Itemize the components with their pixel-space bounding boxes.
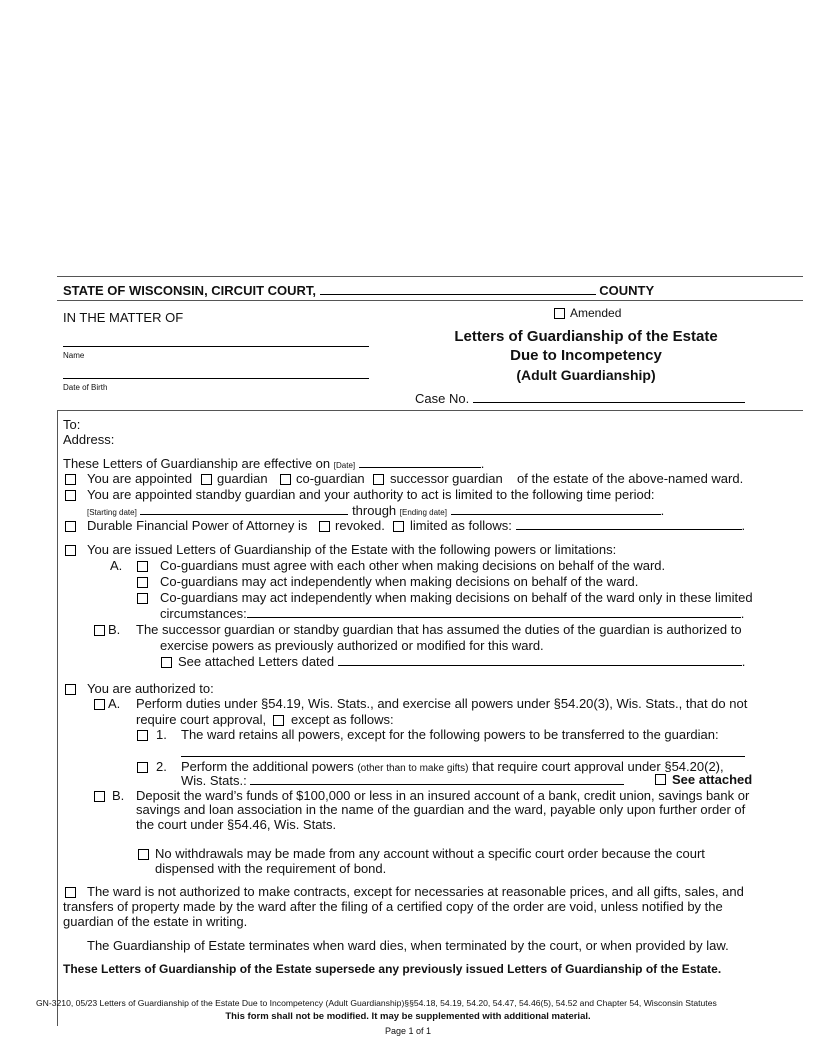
except-checkbox[interactable] — [273, 715, 284, 726]
court-prefix: STATE OF WISCONSIN, CIRCUIT COURT, — [63, 283, 317, 298]
appointed-text: You are appointed — [87, 471, 193, 486]
case-no-label: Case No. — [415, 391, 470, 406]
retained-powers-field[interactable] — [181, 756, 745, 757]
dob-label: Date of Birth — [63, 383, 108, 392]
coguardians-limited-checkbox[interactable] — [137, 593, 148, 604]
contracts-text-2: transfers of property made by the ward after the filing of a certified copy of the order are void, unless notified by the — [63, 899, 723, 914]
circumstances-label: circumstances: — [160, 606, 247, 621]
amended-label: Amended — [570, 306, 622, 320]
perform-duties-checkbox[interactable] — [94, 699, 105, 710]
matter-label: IN THE MATTER OF — [63, 310, 184, 325]
see-attached-letters-checkbox[interactable] — [161, 657, 172, 668]
coguardians-agree-text: Co-guardians must agree with each other when making decisions on behalf of the ward. — [160, 558, 666, 573]
starting-date-hint: [Starting date] — [87, 508, 137, 517]
effective-line: These Letters of Guardianship are effective on [Date] . — [63, 456, 485, 471]
top-rule — [57, 276, 803, 277]
address-label: Address: — [63, 432, 115, 447]
powers-checkbox[interactable] — [65, 545, 76, 556]
county-field[interactable] — [320, 294, 596, 295]
contracts-text-1: The ward is not authorized to make contracts, except for necessaries at reasonable prices, and all gifts, sales, and — [87, 884, 744, 899]
successor-guardian-checkbox[interactable] — [373, 474, 384, 485]
additional-powers-line — [181, 760, 724, 775]
ward-retains-checkbox[interactable] — [137, 730, 148, 741]
form-title-line3: (Adult Guardianship) — [516, 367, 656, 383]
deposit-funds-text-2: savings and loan association in the name of the guardian and the ward, payable only upon further order of — [136, 802, 746, 817]
circumstances-field[interactable] — [247, 617, 741, 618]
authorized-a-label: A. — [108, 696, 121, 711]
standby-text: You are appointed standby guardian and your authority to act is limited to the following time period: — [87, 487, 655, 502]
header-rule — [57, 300, 803, 301]
additional-powers-checkbox[interactable] — [137, 762, 148, 773]
circumstances-line: circumstances: . — [160, 606, 745, 621]
through-label: through — [352, 503, 397, 518]
effective-text: These Letters of Guardianship are effective on — [63, 456, 331, 471]
amended-checkbox[interactable] — [554, 308, 565, 319]
see-attached-checkbox[interactable] — [655, 774, 666, 785]
deposit-funds-checkbox[interactable] — [94, 791, 105, 802]
see-attached-label: See attached — [672, 772, 753, 787]
dob-field[interactable] — [63, 378, 369, 379]
guardian-checkbox[interactable] — [201, 474, 212, 485]
name-field[interactable] — [63, 346, 369, 347]
see-attached-letters-label: See attached Letters dated — [178, 654, 335, 669]
effective-date-field[interactable] — [359, 467, 481, 468]
appointed-checkbox[interactable] — [65, 474, 76, 485]
see-attached-letters-line: See attached Letters dated . — [178, 654, 746, 669]
except-label: except as follows: — [291, 712, 394, 727]
item2-number: 2. — [156, 759, 167, 774]
ending-date-hint: [Ending date] — [399, 508, 447, 517]
co-guardian-label: co-guardian — [296, 471, 365, 486]
form-id: GN-3210, 05/23 Letters of Guardianship of the Estate Due to Incompetency (Adult Guardianship)§§54.18, 54.19, 54.20, 54.47, 54.46(5), 54.52 and Chapter 54, Wisconsin Statutes — [36, 998, 717, 1008]
wis-stats-label: Wis. Stats.: — [181, 773, 247, 788]
powers-b-label: B. — [108, 622, 121, 637]
wis-stats-line — [181, 774, 624, 789]
ending-date-field[interactable] — [451, 514, 661, 515]
to-label: To: — [63, 417, 81, 432]
appointed-line — [87, 472, 192, 487]
successor-powers-text-2: exercise powers as previously authorized or modified for this ward. — [160, 638, 544, 653]
powers-intro: You are issued Letters of Guardianship of the Estate with the following powers or limitations: — [87, 542, 617, 557]
successor-powers-checkbox[interactable] — [94, 625, 105, 636]
caption-divider — [57, 410, 58, 1026]
name-label: Name — [63, 351, 85, 360]
authorized-checkbox[interactable] — [65, 684, 76, 695]
additional-powers-text: Perform the additional powers — [181, 759, 354, 774]
limited-field[interactable] — [516, 529, 742, 530]
deposit-funds-text-3: the court under §54.46, Wis. Stats. — [136, 817, 337, 832]
coguardians-agree-checkbox[interactable] — [137, 561, 148, 572]
dfpoa-checkbox[interactable] — [65, 521, 76, 532]
powers-a-label: A. — [110, 558, 123, 573]
additional-powers-text-b: that require court approval under §54.20(2), — [472, 759, 724, 774]
no-withdrawals-text-1: No withdrawals may be made from any account without a specific court order because the court — [155, 846, 705, 861]
successor-guardian-label: successor guardian — [390, 471, 503, 486]
limited-checkbox[interactable] — [393, 521, 404, 532]
caption-rule — [57, 410, 803, 411]
guardian-label: guardian — [217, 471, 268, 486]
standby-checkbox[interactable] — [65, 490, 76, 501]
item1-number: 1. — [156, 727, 167, 742]
no-withdrawals-checkbox[interactable] — [138, 849, 149, 860]
of-estate-text: of the estate of the above-named ward. — [517, 471, 744, 486]
ward-retains-text: The ward retains all powers, except for the following powers to be transferred to the guardian: — [181, 727, 719, 742]
deposit-funds-text-1: Deposit the ward’s funds of $100,000 or less in an insured account of a bank, credit union, savings bank or — [136, 788, 750, 803]
standby-period-line: [Starting date] through [Ending date] . — [87, 503, 665, 518]
co-guardian-checkbox[interactable] — [280, 474, 291, 485]
county-label: COUNTY — [599, 283, 655, 298]
court-approval-text: require court approval, — [136, 712, 267, 727]
case-no-field[interactable] — [473, 402, 745, 403]
starting-date-field[interactable] — [140, 514, 348, 515]
successor-powers-text: The successor guardian or standby guardian that has assumed the duties of the guardian is authorized to — [136, 622, 742, 637]
contracts-checkbox[interactable] — [65, 887, 76, 898]
termination-text: The Guardianship of Estate terminates when ward dies, when terminated by the court, or when provided by law. — [87, 938, 729, 953]
authorized-intro: You are authorized to: — [87, 681, 214, 696]
revoked-checkbox[interactable] — [319, 521, 330, 532]
page-number: Page 1 of 1 — [384, 1026, 432, 1036]
limited-line: limited as follows: . — [410, 518, 746, 533]
coguardians-independent-text: Co-guardians may act independently when making decisions on behalf of the ward. — [160, 574, 639, 589]
perform-duties-text: Perform duties under §54.19, Wis. Stats., and exercise all powers under §54.20(3), Wis. Stats., that do not — [136, 696, 748, 711]
limited-label: limited as follows: — [410, 518, 512, 533]
coguardians-limited-text: Co-guardians may act independently when making decisions on behalf of the ward only in these limited — [160, 590, 753, 605]
no-withdrawals-text-2: dispensed with the requirement of bond. — [155, 861, 387, 876]
case-number — [415, 392, 745, 407]
additional-powers-field[interactable] — [250, 784, 624, 785]
form-title-line1: Letters of Guardianship of the Estate — [454, 328, 718, 345]
contracts-text-3: guardian of the estate in writing. — [63, 914, 248, 929]
coguardians-independent-checkbox[interactable] — [137, 577, 148, 588]
form-title-line2: Due to Incompetency — [510, 347, 662, 364]
court-header — [63, 284, 654, 299]
no-modify-notice: This form shall not be modified. It may be supplemented with additional material. — [225, 1011, 591, 1022]
supersede-text: These Letters of Guardianship of the Estate supersede any previously issued Letters of Guardianship of the Estate. — [63, 962, 722, 976]
other-than-gifts: (other than to make gifts) — [357, 763, 469, 774]
authorized-b-label: B. — [112, 788, 125, 803]
dfpoa-text: Durable Financial Power of Attorney is — [87, 518, 308, 533]
letters-dated-field[interactable] — [338, 665, 742, 666]
revoked-label: revoked. — [335, 518, 385, 533]
date-hint: [Date] — [333, 461, 356, 470]
